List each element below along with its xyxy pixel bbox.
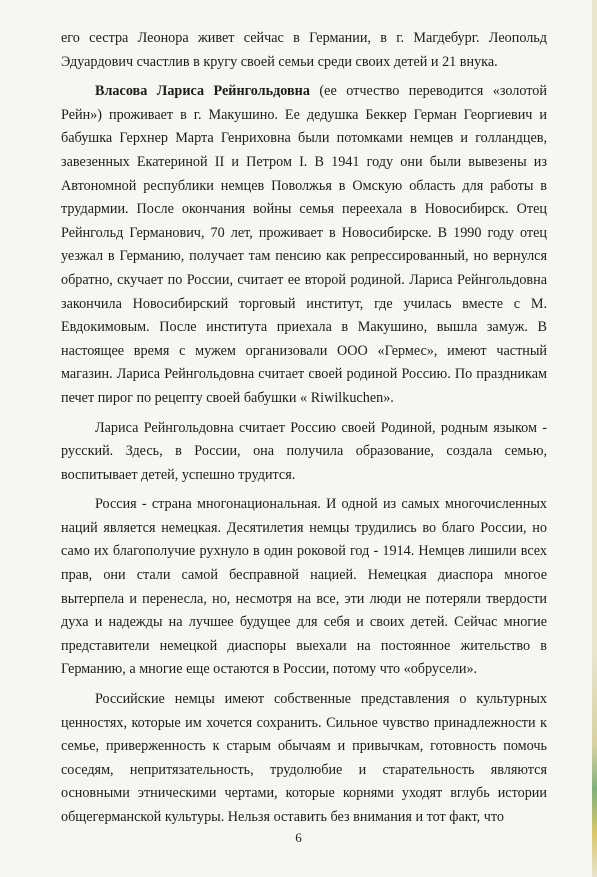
paragraph-continuation xyxy=(61,27,547,74)
page-number: 6 xyxy=(295,830,302,845)
paragraph-multinational xyxy=(61,493,547,682)
paragraph-vlasova xyxy=(61,80,547,410)
text-body xyxy=(61,27,547,836)
paragraph-text: его сестра Леонора живет сейчас в Германии, в г. Магдебург. Леопольд Эдуардович счастлив в кругу своей семьи среди своих детей и 21 внука. xyxy=(61,30,547,70)
paragraph-homeland xyxy=(61,417,547,488)
paragraph-text: Россия - страна многонациональная. И одной из самых многочисленных наций является немецкая. Десятилетия немцы трудились во благо России, но само их благополучие рухнуло в один роковой год - 1914. Немцев лишили всех прав, они стали самой бесправной нацией. Немецкая диаспора многое вытерпела и перенесла, но, несмотря на все, эти люди не потеряли твердости духа и надежды на лучшее будущее для себя и своих детей. Сейчас многие представители немецкой диаспоры выехали на постоянное жительство в Германию, а многие еще остаются в России, потому что «обрусели». xyxy=(61,496,547,678)
paragraph-cultural-values xyxy=(61,688,547,830)
page-edge-decoration xyxy=(592,0,597,877)
paragraph-text: (ее отчество переводится «золотой Рейн») проживает в г. Макушино. Ее дедушка Беккер Герман Георгиевич и бабушка Герхнер Марта Генриховна были потомками немцев и голландцев, завезенных Екатериной II и Петром I. В 1941 году они были вывезены из Автономной республики немцев Поволжья в Омскую область для работы в трудармии. После окончания войны семья переехала в Новосибирск. Отец Рейнгольд Германович, 70 лет, проживает в Новосибирске. В 1990 году отец уезжал в Германию, получает там пенсию как репрессированный, но вернулся обратно, скучает по России, считает ее второй родиной. Лариса Рейнгольдовна закончила Новосибирский торговый институт, где училась вместе с М. Евдокимовым. После института приехала в Макушино, вышла замуж. В настоящее время с мужем организовали ООО «Гермес», имеют частный магазин. Лариса Рейнгольдовна считает своей родиной Россию. По праздникам печет пирог по рецепту своей бабушки « Riwilkuchen». xyxy=(61,83,547,406)
paragraph-text: Российские немцы имеют собственные представления о культурных ценностях, которые им хочется сохранить. Сильное чувство принадлежности к семье, приверженность к старым обычаям и привычкам, готовность помочь соседям, непритязательность, трудолюбие и старательность являются основными этническими чертами, которые корнями уходят вглубь истории общегерманской культуры. Нельзя оставить без внимания и тот факт, что xyxy=(61,691,547,825)
paragraph-text: Лариса Рейнгольдовна считает Россию своей Родиной, родным языком - русский. Здесь, в России, она получила образование, создала семью, воспитывает детей, успешно трудится. xyxy=(61,419,547,483)
person-name: Власова Лариса Рейнгольдовна xyxy=(95,83,310,100)
